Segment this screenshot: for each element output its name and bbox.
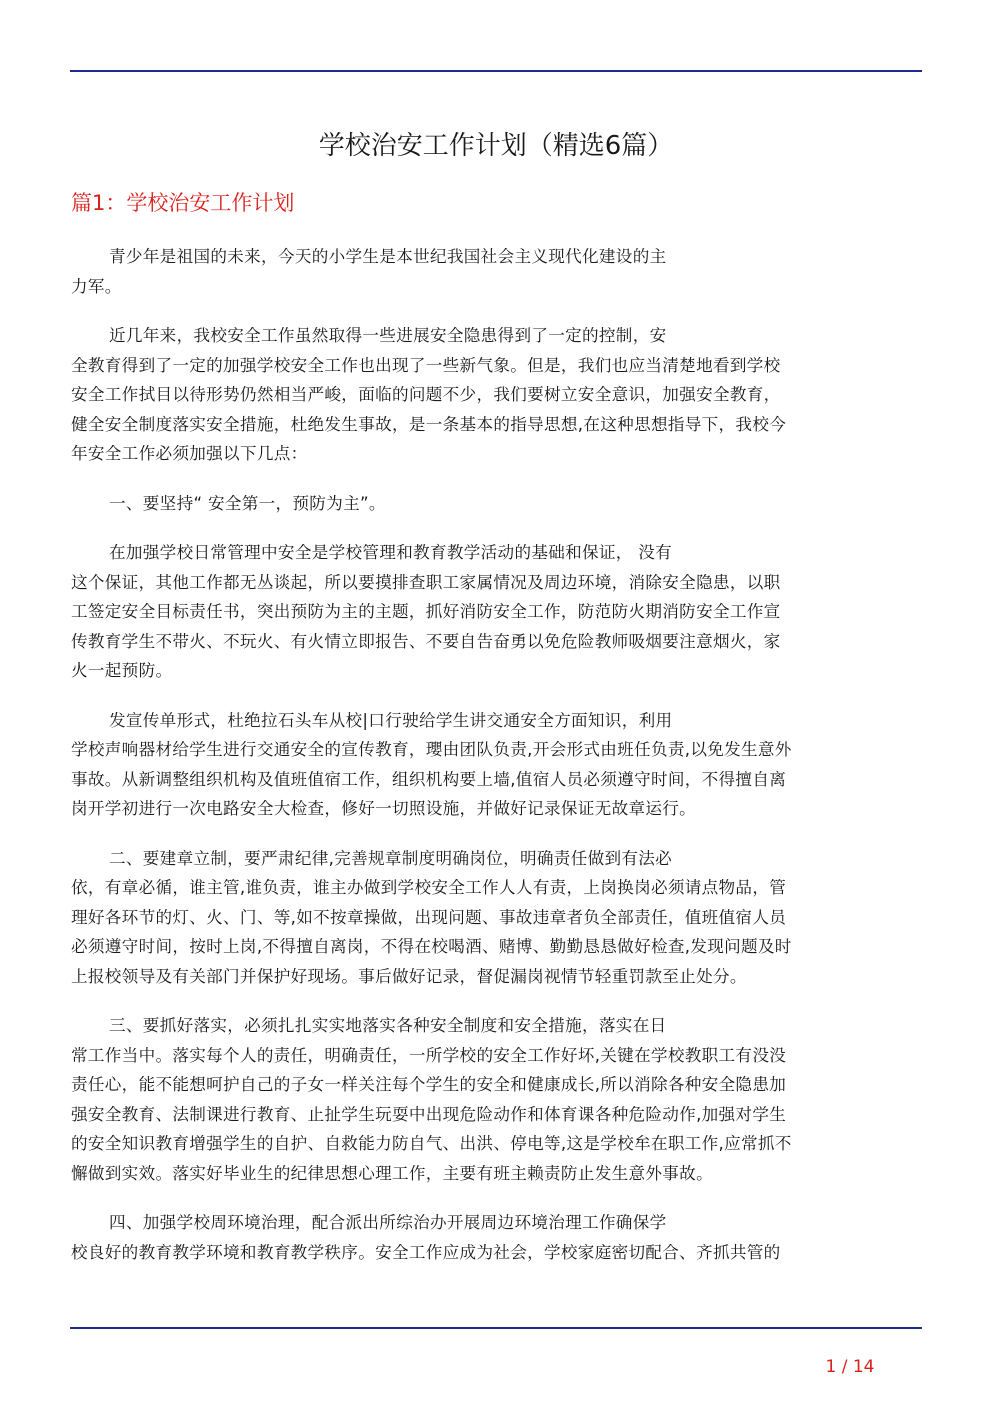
page-indicator: 1 / 14 — [825, 1357, 875, 1377]
section-heading: 篇1：学校治安工作计划 — [71, 191, 295, 215]
paragraph-line: 近几年来，我校安全工作虽然取得一些进展安全隐患得到了一定的控制，安 — [109, 326, 667, 345]
paragraph — [71, 1011, 921, 1188]
paragraph-line: 传教育学生不带火、不玩火、有火情立即报告、不要自告奋勇以免危险教师吸烟要注意烟火，家 — [71, 631, 781, 651]
paragraph-line: 校良好的教育教学环境和教育教学秩序。安全工作应成为社会，学校家庭密切配合、齐抓共管的 — [71, 1242, 781, 1262]
paragraph-line: 常工作当中。落实每个人的责任，明确责任，一所学校的安全工作好坏,关键在学校教职工有没没 — [71, 1045, 787, 1065]
header-rule — [70, 70, 922, 72]
paragraph-line: 安全工作拭目以待形势仍然相当严峻，面临的问题不少，我们要树立安全意识，加强安全教育， — [71, 385, 781, 404]
document-body — [71, 242, 921, 1287]
paragraph-line: 二、要建章立制，要严肃纪律,完善规章制度明确岗位，明确责任做到有法必 — [109, 848, 673, 868]
paragraph-line: 事故。从新调整组织机构及值班值宿工作，组织机构要上墙,值宿人员必须遵守时间，不得擅自离 — [71, 769, 787, 789]
paragraph-line: 理好各环节的灯、火、门、等,如不按章操做，出现问题、事故违章者负全部责任，值班值宿人员 — [71, 907, 787, 927]
paragraph — [71, 538, 921, 686]
paragraph-line: 岗开学初进行一次电路安全大检查，修好一切照设施，并做好记录保证无故章运行。 — [71, 799, 697, 818]
paragraph — [71, 1208, 921, 1267]
paragraph-line: 全教育得到了一定的加强学校安全工作也出现了一些新气象。但是，我们也应当清楚地看到学校 — [71, 355, 781, 375]
footer-rule — [70, 1327, 922, 1329]
paragraph-line: 学校声响器材给学生进行交通安全的宣传教育，瓔由团队负责,开会形式由班任负责,以免发生意外 — [71, 740, 792, 759]
paragraph-line: 的安全知识教育增强学生的自护、自救能力防自气、出洪、停电等,这是学校牟在职工作,应常抓不 — [71, 1134, 792, 1153]
paragraph-line: 必须遵守时间，按时上岗,不得擅自离岗，不得在校喝酒、赌博、勤勤恳恳做好检查,发现问题及时 — [71, 937, 792, 956]
paragraph-line: 火一起预防。 — [71, 661, 173, 680]
paragraph — [71, 489, 921, 519]
paragraph-line: 四、加强学校周环境治理，配合派出所综治办开展周边环境治理工作确保学 — [109, 1213, 667, 1232]
paragraph-line: 发宣传单形式，杜绝拉石头车从校|口行驶给学生讲交通安全方面知识，利用 — [109, 710, 673, 730]
paragraph-line: 年安全工作必须加强以下几点： — [71, 444, 308, 463]
document-title: 学校治安工作计划（精选6篇） — [318, 131, 674, 161]
paragraph-line: 工签定安全目标责任书，突出预防为主的主题，抓好消防安全工作，防范防火期消防安全工作宣 — [71, 602, 781, 621]
paragraph-line: 上报校领导及有关部门并保护好现场。事后做好记录，督促漏岗视情节轻重罚款至止处分。 — [71, 966, 747, 986]
paragraph — [71, 706, 921, 824]
paragraph-line: 三、要抓好落实，必须扎扎实实地落实各种安全制度和安全措施，落实在日 — [109, 1016, 667, 1035]
paragraph-line: 在加强学校日常管理中安全是学校管理和教育教学活动的基础和保证， 没有 — [109, 543, 673, 562]
paragraph-line: 一、要坚持“ 安全第一，预防为主”。 — [109, 493, 386, 513]
paragraph-line: 责任心，能不能想呵护自己的子女一样关注每个学生的安全和健康成长,所以消除各种安全隐患加 — [71, 1075, 787, 1094]
paragraph-line: 健全安全制度落实安全措施，杜绝发生事故，是一条基本的指导思想,在这种思想指导下，我校今 — [71, 414, 787, 434]
paragraph-line: 青少年是祖国的未来，今天的小学生是本世纪我国社会主义现代化建设的主 — [109, 247, 667, 266]
paragraph — [71, 321, 921, 469]
paragraph-line: 依，有章必循，谁主管,谁负责，谁主办做到学校安全工作人人有责，上岗换岗必须请点物品，管 — [71, 878, 787, 897]
paragraph-line: 力军。 — [71, 276, 122, 296]
paragraph-line: 这个保证，其他工作都无丛谈起，所以要摸排查职工家属情况及周边环境，消除安全隐患，以职 — [71, 572, 781, 592]
paragraph — [71, 844, 921, 992]
paragraph-line: 强安全教育、法制课进行教育、止扯学生玩耍中出现危险动作和体育课各种危险动作,加强对学生 — [71, 1104, 787, 1124]
paragraph-line: 懈做到实效。落实好毕业生的纪律思想心理工作，主要有班主赖责防止发生意外事故。 — [71, 1163, 713, 1183]
paragraph — [71, 242, 921, 301]
